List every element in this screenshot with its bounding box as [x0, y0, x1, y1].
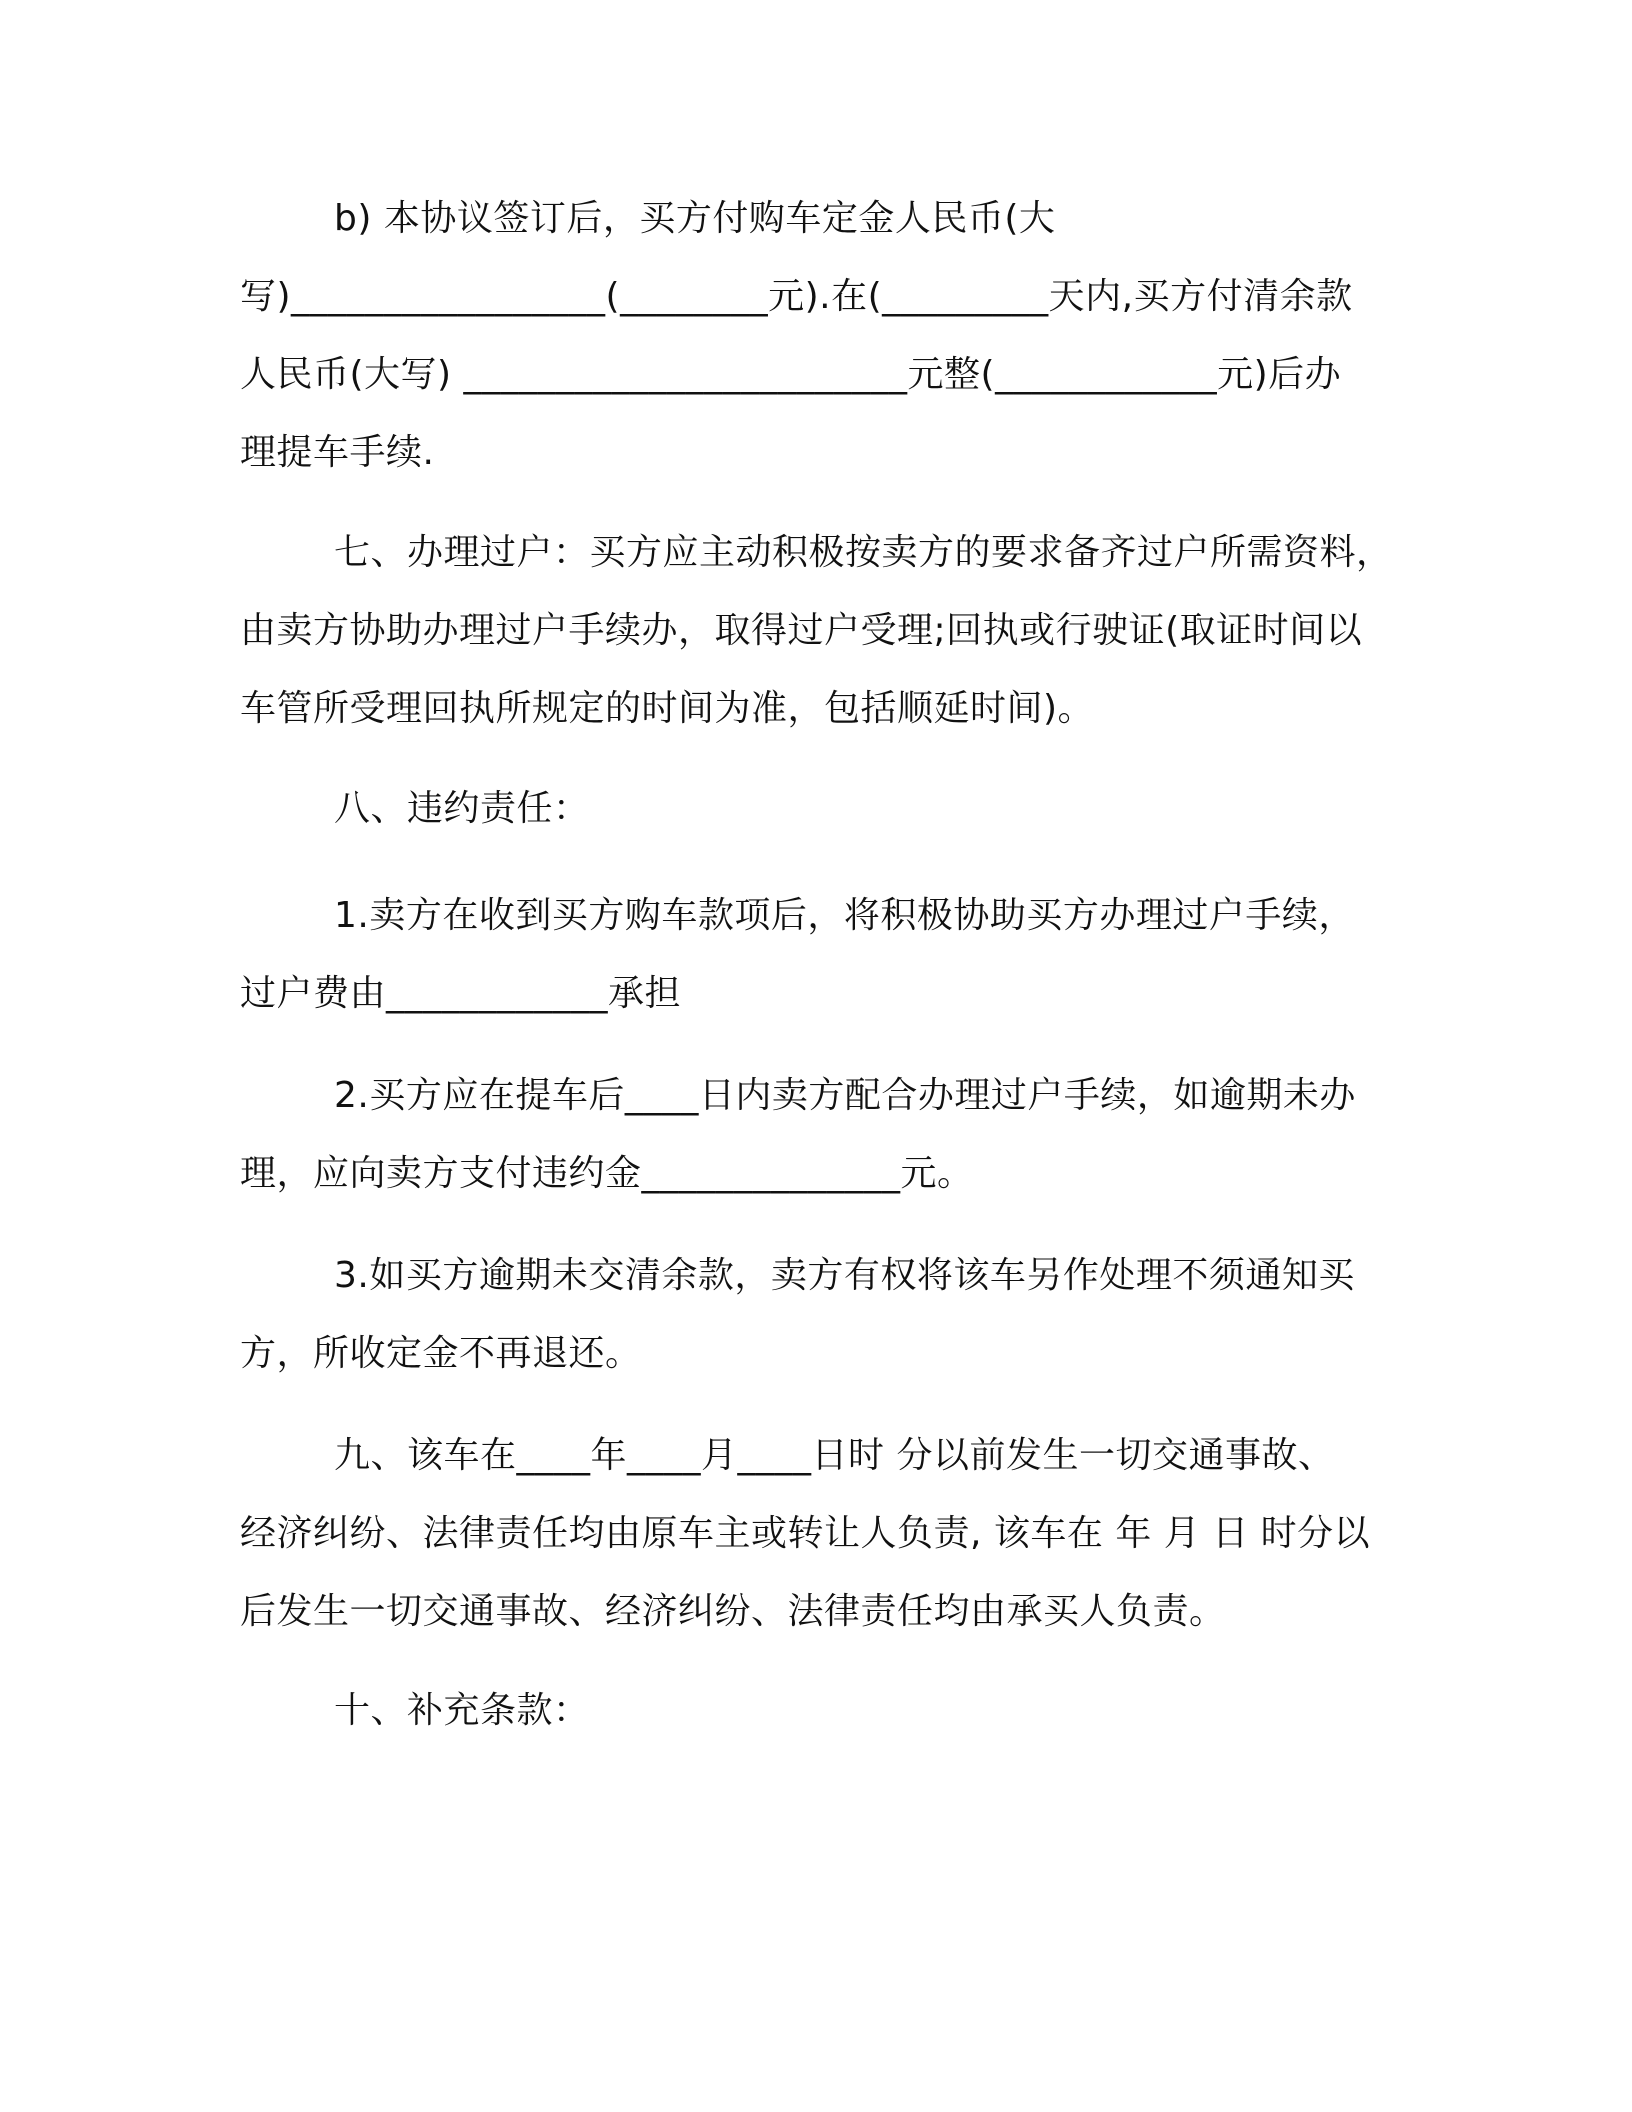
text-line: 经济纠纷、法律责任均由原车主或转让人负责, 该车在 年 月 日 时分以: [240, 1513, 1371, 1554]
text-line: 过户费由____________承担: [240, 973, 682, 1014]
text-line: 理提车手续.: [240, 432, 435, 473]
clause-8-heading: [240, 770, 1420, 848]
text-line: b) 本协议签订后，买方付购车定金人民币(大: [334, 198, 1056, 239]
clause-9-liability: [240, 1417, 1420, 1651]
text-line: 1.卖方在收到买方购车款项后，将积极协助买方办理过户手续，: [334, 895, 1355, 936]
clause-8-item-3: [240, 1237, 1420, 1393]
text-line: 2.买方应在提车后____日内卖方配合办理过户手续，如逾期未办: [334, 1075, 1356, 1116]
text-line: 理，应向卖方支付违约金______________元。: [240, 1153, 974, 1194]
text-line: 3.如买方逾期未交清余款，卖方有权将该车另作处理不须通知买: [334, 1255, 1355, 1296]
clause-10-heading: [240, 1672, 1420, 1750]
text-line: 后发生一切交通事故、经济纠纷、法律责任均由承买人负责。: [240, 1591, 1226, 1632]
text-line: 方，所收定金不再退还。: [240, 1333, 642, 1374]
text-line: 由卖方协助办理过户手续办，取得过户受理;回执或行驶证(取证时间以: [240, 610, 1363, 651]
clause-8-item-2: [240, 1057, 1420, 1213]
text-line: 九、该车在____年____月____日时 分以前发生一切交通事故、: [334, 1435, 1335, 1476]
text-line: 人民币(大写) ________________________元整(____________元)后办: [240, 354, 1342, 395]
text-line: 七、办理过户：买方应主动积极按卖方的要求备齐过户所需资料，: [334, 532, 1393, 573]
clause-8-item-1: [240, 877, 1420, 1033]
clause-b-payment: [240, 180, 1420, 492]
text-line: 车管所受理回执所规定的时间为准，包括顺延时间)。: [240, 688, 1095, 729]
text-line: 写)_________________(________元).在(_________天内,买方付清余款: [240, 276, 1353, 317]
section-heading: 八、违约责任：: [334, 788, 590, 829]
clause-7-transfer: [240, 514, 1420, 748]
section-heading: 十、补充条款：: [334, 1690, 590, 1731]
